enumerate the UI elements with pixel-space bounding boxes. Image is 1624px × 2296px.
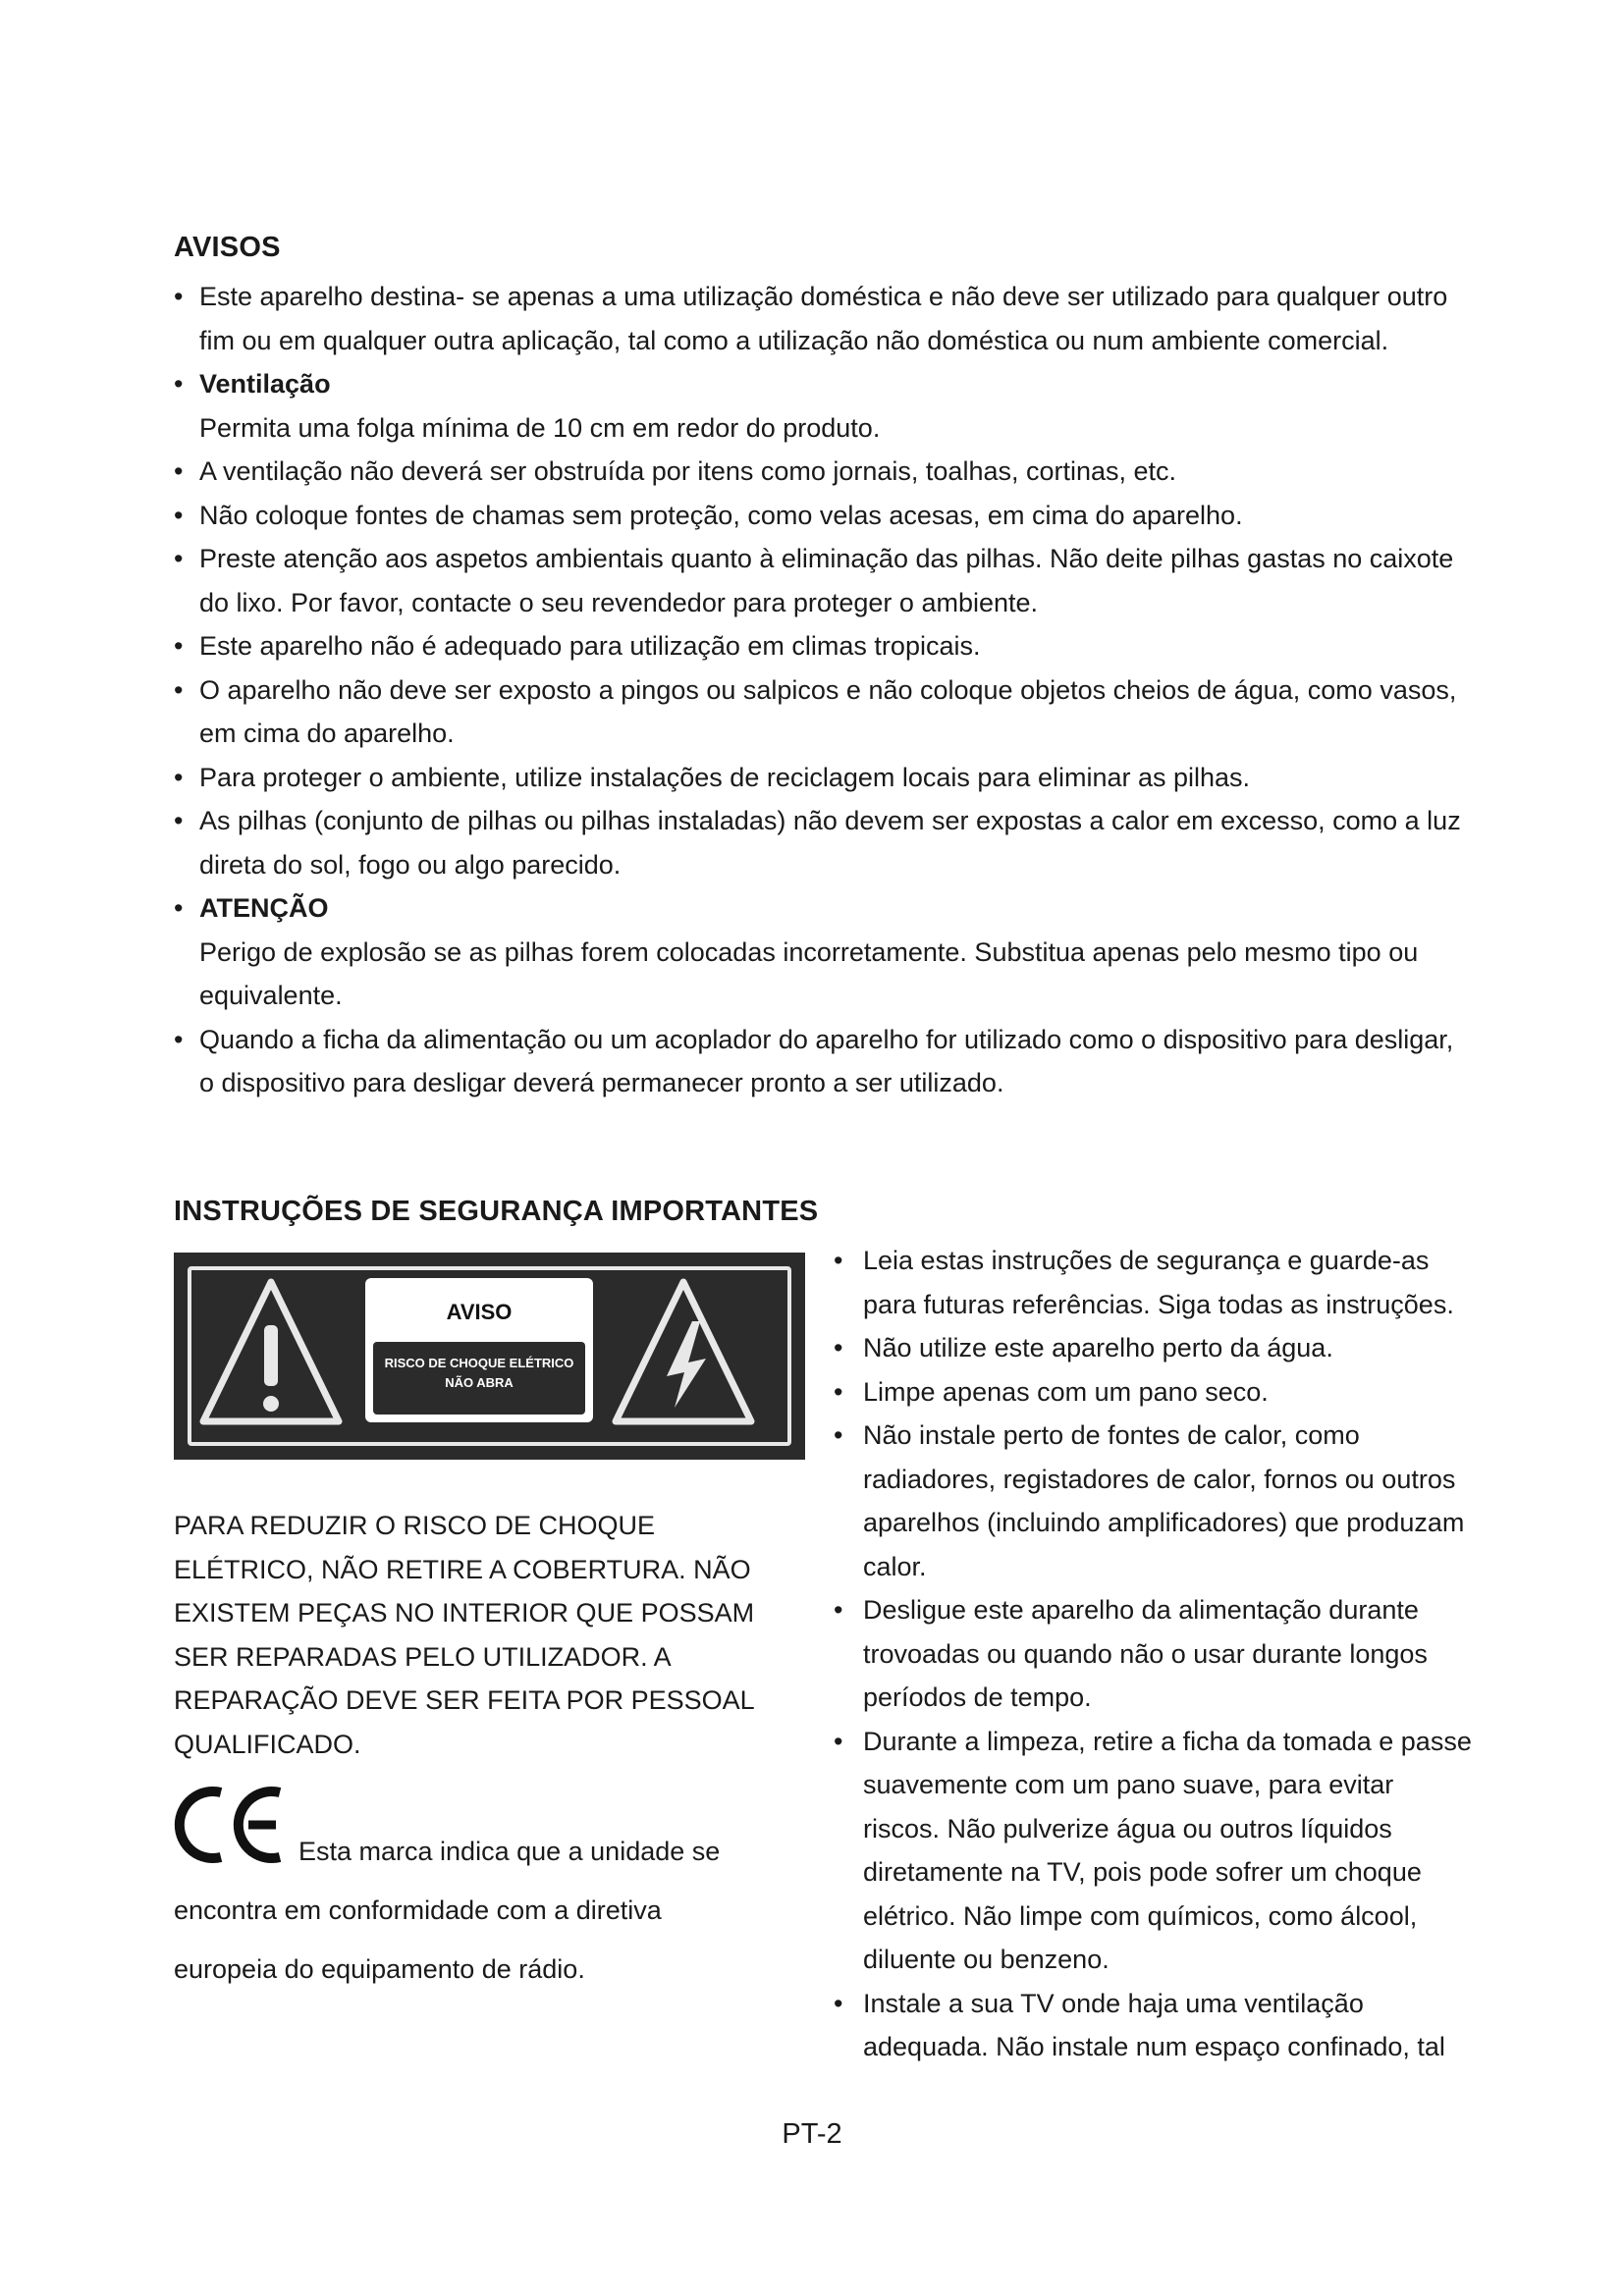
ventilacao-heading: Ventilação — [199, 369, 331, 399]
avisos-list — [174, 275, 1470, 1105]
ce-line3: europeia do equipamento de rádio. — [174, 1954, 585, 1984]
atencao-heading: ATENÇÃO — [199, 893, 329, 923]
list-item: • Leia estas instruções de segurança e guarde-as para futuras referências. Siga todas as instruções. — [834, 1239, 1472, 1326]
ce-conformity-text — [174, 1822, 802, 1999]
list-item-sub: Perigo de explosão se as pilhas forem colocadas incorretamente. Substitua apenas pelo mesmo tipo ou equivalente. — [199, 936, 1419, 1010]
electric-shock-warning-label — [174, 1253, 805, 1460]
list-item: • Este aparelho destina- se apenas a uma utilização doméstica e não deve ser utilizado para qualquer outro fim ou em qualquer outra aplicação, tal como a utilização não doméstica ou num ambiente comercial. — [174, 275, 1470, 362]
shock-risk-statement: PARA REDUZIR O RISCO DE CHOQUE ELÉTRICO, NÃO RETIRE A COBERTURA. NÃO EXISTEM PEÇAS NO INTERIOR QUE POSSAM SER REPARADAS PELO UTILIZADOR. A REPARAÇÃO DEVE SER FEITA POR PESSOAL QUALIFICADO. — [174, 1511, 755, 1759]
list-item: • Quando a ficha da alimentação ou um acoplador do aparelho for utilizado como o dispositivo para desligar, o dispositivo para desligar deverá permanecer pronto a ser utilizado. — [174, 1018, 1470, 1105]
ce-line1: Esta marca indica que a unidade se — [298, 1837, 721, 1866]
exclamation-triangle-icon — [197, 1274, 345, 1431]
warning-label-line1: RISCO DE CHOQUE ELÉTRICO — [384, 1356, 574, 1370]
warning-label-title: AVISO — [446, 1300, 513, 1324]
lightning-triangle-icon — [610, 1274, 757, 1431]
list-item: • Instale a sua TV onde haja uma ventilação adequada. Não instale num espaço confinado, tal — [834, 1982, 1472, 2069]
safety-instructions-list — [834, 1239, 1472, 2069]
list-item-heading — [174, 886, 1470, 931]
warning-label-text-box — [373, 1342, 585, 1415]
list-item: • Não utilize este aparelho perto da água. — [834, 1326, 1472, 1370]
list-item: • Para proteger o ambiente, utilize instalações de reciclagem locais para eliminar as pilhas. — [174, 756, 1470, 800]
ce-line2: encontra em conformidade com a diretiva — [174, 1896, 662, 1925]
list-item: • Não coloque fontes de chamas sem proteção, como velas acesas, em cima do aparelho. — [174, 494, 1470, 538]
list-item: • Limpe apenas com um pano seco. — [834, 1370, 1472, 1415]
list-item: • A ventilação não deverá ser obstruída por itens como jornais, toalhas, cortinas, etc. — [174, 450, 1470, 494]
list-item: • O aparelho não deve ser exposto a pingos ou salpicos e não coloque objetos cheios de água, como vasos, em cima do aparelho. — [174, 668, 1470, 756]
warning-label-line2: NÃO ABRA — [445, 1375, 514, 1390]
list-item: • As pilhas (conjunto de pilhas ou pilhas instaladas) não devem ser expostas a calor em excesso, como a luz direta do sol, fogo ou algo parecido. — [174, 799, 1470, 886]
list-item: • Desligue este aparelho da alimentação durante trovoadas ou quando não o usar durante longos períodos de tempo. — [834, 1588, 1472, 1720]
warning-label-center — [365, 1278, 593, 1422]
list-item: • Este aparelho não é adequado para utilização em climas tropicais. — [174, 624, 1470, 668]
list-item: • Preste atenção aos aspetos ambientais quanto à eliminação das pilhas. Não deite pilhas gastas no caixote do lixo. Por favor, contacte o seu revendedor para proteger o ambiente. — [174, 537, 1470, 624]
list-item: • Durante a limpeza, retire a ficha da tomada e passe suavemente com um pano suave, para evitar riscos. Não pulverize água ou outros líquidos diretamente na TV, pois pode sofrer um choque elétrico. Não limpe com químicos, como álcool, diluente ou benzeno. — [834, 1720, 1472, 1982]
list-item-sub: Permita uma folga mínima de 10 cm em redor do produto. — [199, 412, 881, 443]
list-item: • Não instale perto de fontes de calor, como radiadores, registadores de calor, fornos ou outros aparelhos (incluindo amplificadores) que produzam calor. — [834, 1414, 1472, 1588]
list-item-heading — [174, 362, 1470, 406]
page-number: PT-2 — [782, 2118, 842, 2150]
instrucoes-title: INSTRUÇÕES DE SEGURANÇA IMPORTANTES — [174, 1196, 819, 1227]
avisos-title: AVISOS — [174, 232, 281, 263]
